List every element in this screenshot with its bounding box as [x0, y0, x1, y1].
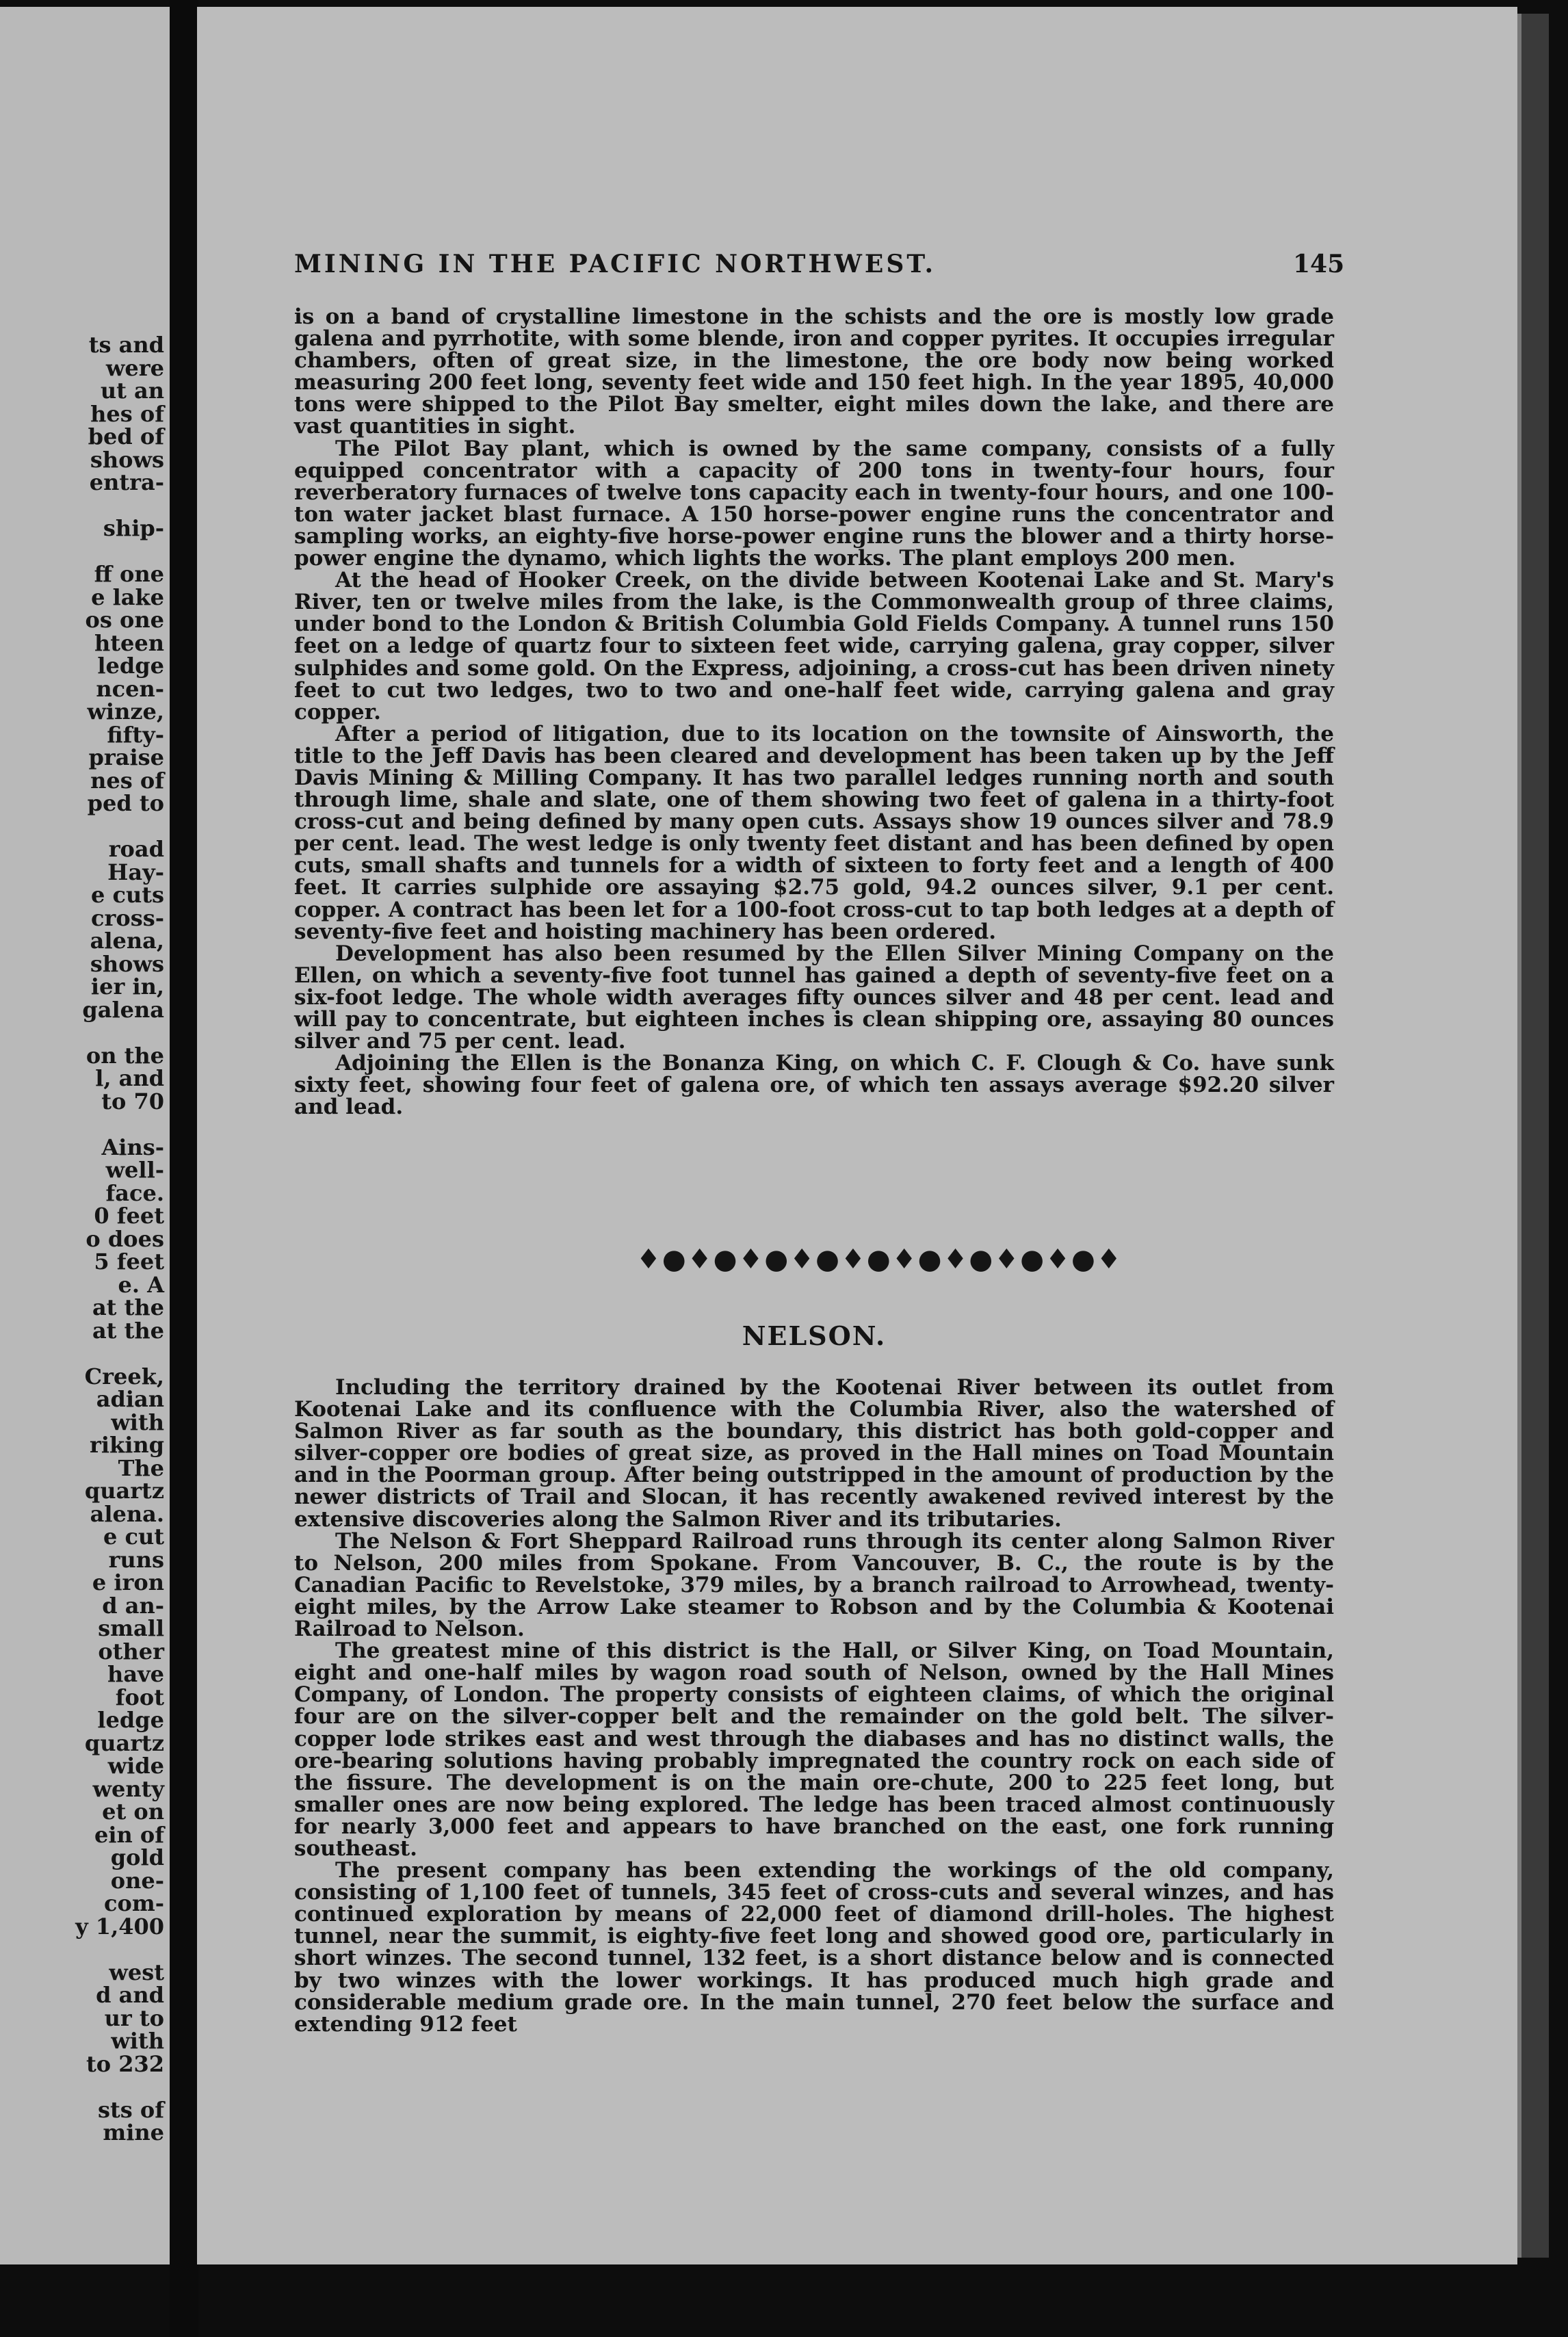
facing-page-line: hes of — [90, 400, 164, 427]
facing-page-line: with — [111, 2028, 164, 2054]
paragraph: The Pilot Bay plant, which is owned by the same company, consists of a fully equipped concentrator with a capacity of 200 tons in twenty-four hours, four reverberatory furnaces of twelve tons capacity each in twenty-four hours, and one 100-ton water jacket blast furnace. A 150 horse-power engine runs the concentrator and sampling works, an eighty-five horse-power engine runs the blower and a thirty horse-power engine the dynamo, which lights the works. The plant employs 200 men. — [294, 436, 1334, 571]
facing-page-line: hteen — [94, 629, 164, 656]
facing-page-line: shows — [90, 446, 164, 473]
facing-page-line: at the — [92, 1294, 164, 1320]
facing-page-line: l, and — [95, 1065, 164, 1091]
facing-page-line: Hay- — [107, 859, 164, 885]
paragraph: The Nelson & Fort Sheppard Railroad runs through its center along Salmon River to Nelson, 200 miles from Spokane. From Vancouver, B. C., the route is by the Canadian Pacific to Revelstoke, 379 miles, by a branch railroad to Arrowhead, twenty-eight miles, by the Arrow Lake steamer to Robson and by the Columbia & Kootenai Railroad to Nelson. — [294, 1528, 1334, 1642]
facing-page-line: ut an — [100, 378, 164, 404]
facing-page-line: west — [109, 1959, 164, 1985]
section-divider-ornament: ♦●♦●♦●♦●♦●♦●♦●♦●♦●♦ — [636, 1244, 1123, 1275]
facing-page-line: winze, — [87, 699, 164, 724]
facing-page-line: alena. — [90, 1500, 164, 1527]
facing-page-line: d and — [96, 1982, 164, 2008]
facing-page-line: mine — [103, 2119, 164, 2145]
facing-page-line — [7, 1342, 164, 1366]
facing-page-line: gold — [110, 1844, 164, 1870]
facing-page-line: Ains- — [101, 1134, 164, 1160]
paragraph: After a period of litigation, due to its location on the townsite of Ainsworth, the title to the Jeff Davis has been cleared and development has been taken up by the Jeff Davis Mining & Milling Company. It has two parallel ledges running north and south through lime, shale and slate, one of them showing two feet of galena in a thirty-foot cross-cut and being defined by many open cuts. Assays show 19 ounces silver and 78.9 per cent. lead. The west ledge is only twenty feet distant and has been defined by open cuts, small shafts and tunnels for a width of sixteen to forty feet and a length of 400 feet. It carries sulphide ore assaying $2.75 gold, 94.2 ounces silver, 9.1 per cent. copper. A contract has been let for a 100-foot cross-cut to tap both ledges at a depth of seventy-five feet and hoisting machinery has been ordered. — [294, 721, 1334, 944]
facing-page-line: face. — [105, 1179, 164, 1206]
body-text-bottom — [294, 1376, 1334, 2035]
facing-page-line: have — [107, 1661, 164, 1687]
facing-page-line: ff one — [94, 561, 164, 587]
body-text-top — [294, 306, 1334, 1118]
facing-page-line: foot — [115, 1684, 164, 1710]
facing-page-line: ncen- — [96, 675, 164, 702]
facing-page-line: y 1,400 — [75, 1913, 164, 1940]
paragraph: Adjoining the Ellen is the Bonanza King, on which C. F. Clough & Co. have sunk sixty feet, showing four feet of galena ore, of which ten assays average $92.20 silver and lead. — [294, 1051, 1334, 1120]
facing-page-line: wide — [107, 1753, 164, 1779]
facing-page-line: runs — [108, 1546, 164, 1573]
facing-page — [0, 7, 170, 2264]
facing-page-line: nes of — [90, 767, 164, 794]
facing-page-line — [7, 495, 164, 518]
facing-page-line: ier in, — [90, 974, 164, 1000]
facing-page-line: quartz — [84, 1729, 164, 1756]
section-heading: NELSON. — [742, 1320, 887, 1351]
facing-page-line: bed of — [88, 423, 164, 449]
facing-page-line: alena, — [90, 928, 164, 954]
facing-page-line: e cut — [103, 1524, 164, 1550]
facing-page-line: on the — [86, 1042, 164, 1069]
running-title: MINING IN THE PACIFIC NORTHWEST. — [294, 250, 937, 278]
facing-page-line: galena — [82, 996, 164, 1023]
page-edge — [1517, 14, 1549, 2258]
facing-page-line: ped to — [87, 790, 164, 816]
facing-page-line: d an- — [102, 1592, 164, 1619]
facing-page-line: 5 feet — [94, 1249, 164, 1275]
facing-page-line: small — [98, 1615, 164, 1641]
facing-page-line: The — [118, 1454, 164, 1481]
facing-page-line: e. A — [118, 1271, 164, 1298]
facing-page-line: ship- — [103, 515, 164, 541]
facing-page-line: e lake — [91, 584, 164, 610]
facing-page-line: e cuts — [90, 882, 164, 908]
paragraph: is on a band of crystalline limestone in the schists and the ore is mostly low grade galena and pyrrhotite, with some blende, iron and copper pyrites. It occupies irregular chambers, often of great size, in the limestone, the ore body now being worked measuring 200 feet long, seventy feet wide and 150 feet high. In the year 1895, 40,000 tons were shipped to the Pilot Bay smelter, eight miles down the lake, and there are vast quantities in sight. — [294, 304, 1334, 439]
paragraph: Development has also been resumed by the Ellen Silver Mining Company on the Ellen, on which a seventy-five foot tunnel has gained a depth of seventy-five feet on a six-foot ledge. The whole width averages fifty ounces silver and 48 per cent. lead and will pay to concentrate, but eighteen inches is clean shipping ore, assaying 80 ounces silver and 75 per cent. lead. — [294, 941, 1334, 1054]
facing-page-line: at the — [92, 1317, 164, 1344]
facing-page-line: adian — [96, 1386, 164, 1412]
facing-page-line: riking — [90, 1432, 164, 1458]
facing-page-line: com- — [104, 1890, 164, 1916]
facing-page-line: cross- — [91, 904, 164, 931]
facing-page-line: ts and — [88, 332, 164, 358]
facing-page-line: e iron — [92, 1569, 164, 1595]
book-gutter — [170, 0, 198, 2337]
facing-page-line — [7, 1113, 164, 1136]
facing-page-line: ur to — [104, 2005, 164, 2031]
facing-page-line: ledge — [97, 1707, 164, 1733]
facing-page-line: Creek, — [84, 1363, 164, 1389]
facing-page-line — [7, 815, 164, 839]
facing-page-line: fifty- — [107, 721, 164, 748]
facing-page-line: ledge — [97, 653, 164, 679]
facing-page-line: well- — [105, 1157, 164, 1183]
facing-page-line: road — [108, 836, 164, 862]
facing-page-line: to 70 — [101, 1088, 164, 1114]
facing-page-line: et on — [102, 1799, 164, 1825]
facing-page-line: to 232 — [86, 2050, 164, 2077]
facing-page-text-fragments — [7, 334, 164, 2145]
paragraph: Including the territory drained by the Kootenai River between its outlet from Kootenai Lake and its confluence with the Columbia River, also the watershed of Salmon River as far south as the boundary, this district has both gold-copper and silver-copper ore bodies of great size, as proved in the Hall mines on Toad Mountain and in the Poorman group. After being outstripped in the amount of production by the newer districts of Trail and Slocan, it has recently awakened revived interest by the extensive discoveries along the Salmon River and its tributaries. — [294, 1375, 1334, 1532]
facing-page-line — [7, 2076, 164, 2099]
facing-page-line: were — [105, 354, 164, 381]
facing-page-line: shows — [90, 950, 164, 977]
facing-page-line: other — [98, 1638, 164, 1664]
facing-page-line: wenty — [92, 1775, 164, 1802]
facing-page-line: quartz — [84, 1478, 164, 1504]
facing-page-line: entra- — [89, 469, 164, 495]
facing-page-line — [7, 1938, 164, 1961]
paragraph: At the head of Hooker Creek, on the divide between Kootenai Lake and St. Mary's River, ten or twelve miles from the lake, is the Commonwealth group of three claims, under bond to the London & British Columbia Gold Fields Company. A tunnel runs 150 feet on a ledge of quartz four to sixteen feet wide, carrying galena, gray copper, silver sulphides and some gold. On the Express, adjoining, a cross-cut has been driven ninety feet to cut two ledges, two to two and one-half feet wide, carrying galena and gray copper. — [294, 568, 1334, 724]
page-number: 145 — [1293, 250, 1345, 278]
facing-page-line: with — [111, 1409, 164, 1435]
facing-page-line — [7, 540, 164, 564]
facing-page-line — [7, 1021, 164, 1045]
paragraph: The greatest mine of this district is the Hall, or Silver King, on Toad Mountain, eight and one-half miles by wagon road south of Nelson, owned by the Hall Mines Company, of London. The property consists of eighteen claims, of which the original four are on the silver-copper belt and the remainder on the gold belt. The silver-copper lode strikes east and west through the diabases and has no distinct walls, the ore-bearing solutions having probably impregnated the country rock on each side of the fissure. The development is on the main ore-chute, 200 to 225 feet long, but smaller ones are now being explored. The ledge has been traced almost continuously for nearly 3,000 feet and appears to have branched on the east, one fork running southeast. — [294, 1638, 1334, 1861]
facing-page-line: os one — [85, 607, 164, 633]
facing-page-line: one- — [110, 1867, 164, 1894]
facing-page-line: praise — [88, 744, 164, 770]
facing-page-line: o does — [86, 1225, 164, 1252]
facing-page-line: sts of — [97, 2096, 164, 2123]
facing-page-line: 0 feet — [94, 1203, 164, 1229]
paragraph: The present company has been extending the workings of the old company, consisting of 1,100 feet of tunnels, 345 feet of cross-cuts and several winzes, and has continued exploration by means of 22,000 feet of diamond drill-holes. The highest tunnel, near the summit, is eighty-five feet long and showed good ore, particularly in short winzes. The second tunnel, 132 feet, is a short distance below and is connected by two winzes with the lower workings. It has produced much high grade and considerable medium grade ore. In the main tunnel, 270 feet below the surface and extending 912 feet — [294, 1858, 1334, 2037]
facing-page-line: ein of — [94, 1821, 164, 1848]
